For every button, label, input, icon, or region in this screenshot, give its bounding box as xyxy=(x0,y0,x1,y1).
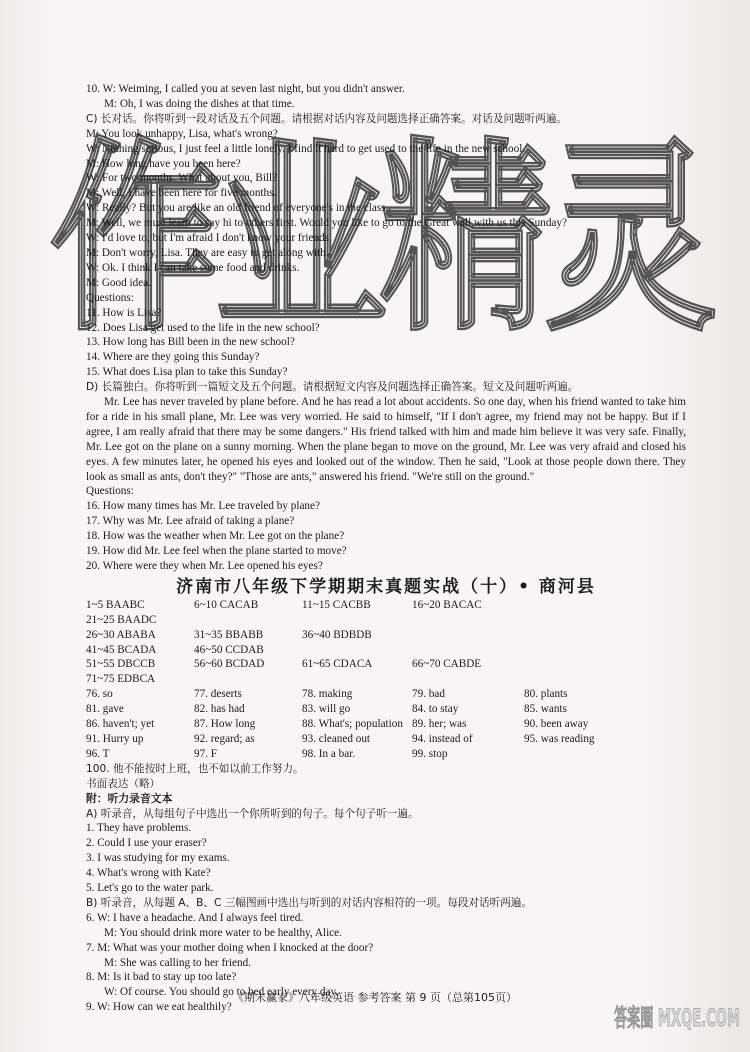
text-line: 1. They have problems. xyxy=(86,822,192,835)
answer-cell xyxy=(412,628,524,643)
text-line: 17. Why was Mr. Lee afraid of taking a plane? xyxy=(86,515,295,528)
text-line: 15. What does Lisa plan to take this Sunday? xyxy=(86,366,288,379)
answer-cell xyxy=(524,747,634,762)
answer-row xyxy=(86,613,686,628)
text-line: M: Well, we must learn to say hi to others first. Would you like to go to the Great wall with us this Sunday? xyxy=(86,217,567,230)
writing-note: 书面表达（略） xyxy=(86,777,161,790)
section-heading: 济南市八年级下学期期末真题实战（十）• 商河县 xyxy=(176,576,596,597)
answer-cell: 84. to stay xyxy=(412,703,459,716)
answer-cell: 11~15 CACBB xyxy=(302,598,371,611)
answer-cell: 26~30 ABABA xyxy=(86,628,156,641)
text-line: M: You should drink more water to be healthy, Alice. xyxy=(104,926,342,939)
answer-row xyxy=(86,687,686,702)
text-line: 13. How long has Bill been in the new school? xyxy=(86,336,295,349)
text-line: 16. How many times has Mr. Lee traveled by plane? xyxy=(86,500,320,513)
page-footer: 《期末赢家》八年级英语 参考答案 第 9 页（总第105页） xyxy=(233,991,517,1004)
answer-cell: 83. will go xyxy=(302,703,351,716)
text-line: W: For two months. What about you, Bill? xyxy=(86,172,278,185)
answer-cell xyxy=(524,613,634,628)
section-instruction: A) 听录音，从每组句子中选出一个你所听到的句子。每个句子听一遍。 xyxy=(86,807,419,820)
answer-row xyxy=(86,747,686,762)
answer-cell xyxy=(412,643,524,658)
text-line: 7. M: What was your mother doing when I knocked at the door? xyxy=(86,941,374,954)
answer-cell: 76. so xyxy=(86,688,113,701)
answer-cell: 1~5 BAABC xyxy=(86,598,145,611)
answer-cell xyxy=(302,643,412,658)
section-instruction: D) 长篇独白。你将听到一篇短文及五个问题。请根据短文内容及问题选择正确答案。短文及问题听两遍。 xyxy=(86,381,579,394)
text-line: W: Of course. You should go to bed early every day. xyxy=(104,986,339,999)
text-line: 2. Could I use your eraser? xyxy=(86,837,207,850)
answer-cell: 31~35 BBABB xyxy=(194,628,264,641)
text-line: M: Good idea. xyxy=(86,276,151,289)
answer-cell: 91. Hurry up xyxy=(86,732,144,745)
listening-passage: Mr. Lee has never traveled by plane before. And he has read a lot about accidents. So one day, when his friend wanted to take him for a ride in his small plane, Mr. Lee was very worried. He said to himself, "If I don't agree, my friend may not be happy. But if I agree, I am really afraid that there may be some dangers." His friend talked with him and made him believe it was very safe. Finally, Mr. Lee got on the plane on a sunny morning. When the plane began to move on the ground, Mr. Lee was very afraid and closed his eyes. A few minutes later, he opened his eyes and looked out of the window. Then he said, "Look at those people down there. They look as small as ants, don't they?" "Those are ants," answered his friend. "We're still on the ground." xyxy=(86,396,686,483)
page-content xyxy=(86,82,686,1015)
text-line: 20. Where were they when Mr. Lee opened his eyes? xyxy=(86,560,323,572)
answer-cell: 78. making xyxy=(302,688,353,701)
text-line: M: You look unhappy, Lisa, what's wrong? xyxy=(86,127,278,140)
answer-cell xyxy=(194,672,302,687)
answer-cell: 61~65 CDACA xyxy=(302,658,373,671)
answer-cell: 56~60 BCDAD xyxy=(194,658,265,671)
answer-row xyxy=(86,672,686,687)
section-instruction: B) 听录音，从每题 A、B、C 三幅图画中选出与听到的对话内容相符的一项。每段对话听两遍。 xyxy=(86,896,532,909)
text-line: M: Well, I have been here for five months. xyxy=(86,187,277,200)
translation-answer: 100. 他不能按时上班，也不如以前工作努力。 xyxy=(86,762,304,775)
answer-cell: 6~10 CACAB xyxy=(194,598,259,611)
text-line: 19. How did Mr. Lee feel when the plane started to move? xyxy=(86,545,347,558)
answer-cell: 99. stop xyxy=(412,747,448,760)
answer-cell: 21~25 BAADC xyxy=(86,613,157,626)
section-instruction: C) 长对话。你将听到一段对话及五个问题。请根据对话内容及问题选择正确答案。对话及问题听两遍。 xyxy=(86,112,568,125)
text-line: 9. W: How can we eat healthily? xyxy=(86,1001,232,1014)
text-line: 6. W: I have a headache. And I always feel tired. xyxy=(86,911,304,924)
answer-cell: 87. How long xyxy=(194,718,256,731)
text-line: M: She was calling to her friend. xyxy=(104,956,251,969)
answer-cell: 51~55 DBCCB xyxy=(86,658,156,671)
answer-cell: 81. gave xyxy=(86,703,124,716)
answer-row xyxy=(86,643,686,658)
text-line: 12. Does Lisa get used to the life in the new school? xyxy=(86,321,320,334)
answer-cell: 95. was reading xyxy=(524,732,595,745)
answer-cell: 97. F xyxy=(194,747,218,760)
text-line: Questions: xyxy=(86,485,134,498)
text-line: 11. How is Lisa? xyxy=(86,306,162,319)
appendix-title: 附：听力录音文本 xyxy=(86,791,173,805)
answer-cell: 77. deserts xyxy=(194,688,242,701)
answer-cell xyxy=(302,613,412,628)
answer-cell: 96. T xyxy=(86,747,110,760)
answer-cell: 98. In a bar. xyxy=(302,747,356,760)
text-line: 4. What's wrong with Kate? xyxy=(86,867,211,880)
answer-cell: 92. regard; as xyxy=(194,732,255,745)
answer-cell: 90. been away xyxy=(524,718,589,731)
answer-row xyxy=(86,717,686,732)
answer-cell: 93. cleaned out xyxy=(302,732,371,745)
text-line: 5. Let's go to the water park. xyxy=(86,882,214,895)
answer-cell xyxy=(524,628,634,643)
answer-cell: 82. has had xyxy=(194,703,245,716)
answer-cell: 16~20 BACAC xyxy=(412,598,482,611)
answer-cell: 41~45 BCADA xyxy=(86,643,157,656)
text-line: M: Don't worry, Lisa. They are easy to get along with. xyxy=(86,246,329,259)
text-line: W: Ok. I think I can take some food and drinks. xyxy=(86,261,300,274)
answer-cell: 88. What's; population xyxy=(302,718,403,731)
answer-cell: 86. haven't; yet xyxy=(86,718,155,731)
text-line: W: I'd love to, but I'm afraid I don't know your friends. xyxy=(86,232,332,245)
answer-row xyxy=(86,598,686,613)
answer-row xyxy=(86,702,686,717)
corner-watermark-text: 答案圈 MXQE.COM xyxy=(614,1004,740,1032)
answer-cell: 94. instead of xyxy=(412,732,473,745)
text-line: 8. M: Is it bad to stay up too late? xyxy=(86,971,237,984)
answer-cell: 66~70 CABDE xyxy=(412,658,482,671)
text-line: W: Nothing serious, I just feel a little lonely. I find it hard to get used to the life in the new school. xyxy=(86,142,526,155)
text-line: 10. W: Weiming, I called you at seven last night, but you didn't answer. xyxy=(86,83,405,95)
answer-cell xyxy=(524,672,634,687)
answer-cell xyxy=(302,672,412,687)
text-line: 3. I was studying for my exams. xyxy=(86,852,230,865)
corner-watermark-logo xyxy=(610,1000,745,1048)
watermark-glyphs: 作业精灵 xyxy=(50,121,716,340)
answer-cell xyxy=(524,643,634,658)
text-line: 18. How was the weather when Mr. Lee got on the plane? xyxy=(86,530,345,543)
answer-row xyxy=(86,732,686,747)
answer-cell xyxy=(524,598,634,613)
text-line: 14. Where are they going this Sunday? xyxy=(86,351,260,364)
answer-cell: 89. her; was xyxy=(412,718,467,731)
answer-row xyxy=(86,628,686,643)
text-line: M: Oh, I was doing the dishes at that time. xyxy=(104,97,295,110)
answer-key xyxy=(86,598,686,762)
text-line: W: Really? But you are like an old friend of everyone's in the class. xyxy=(86,202,389,215)
answer-row xyxy=(86,657,686,672)
answer-cell xyxy=(412,672,524,687)
answer-cell: 79. bad xyxy=(412,688,445,701)
answer-cell: 71~75 EDBCA xyxy=(86,673,156,686)
answer-cell: 80. plants xyxy=(524,688,568,701)
answer-cell: 46~50 CCDAB xyxy=(194,643,264,656)
answer-cell xyxy=(524,657,634,672)
answer-cell xyxy=(412,613,524,628)
text-line: M: How long have you been here? xyxy=(86,157,241,170)
answer-cell xyxy=(194,613,302,628)
answer-cell: 36~40 BDBDB xyxy=(302,628,372,641)
answer-cell: 85. wants xyxy=(524,703,567,716)
text-line: Questions: xyxy=(86,291,134,304)
